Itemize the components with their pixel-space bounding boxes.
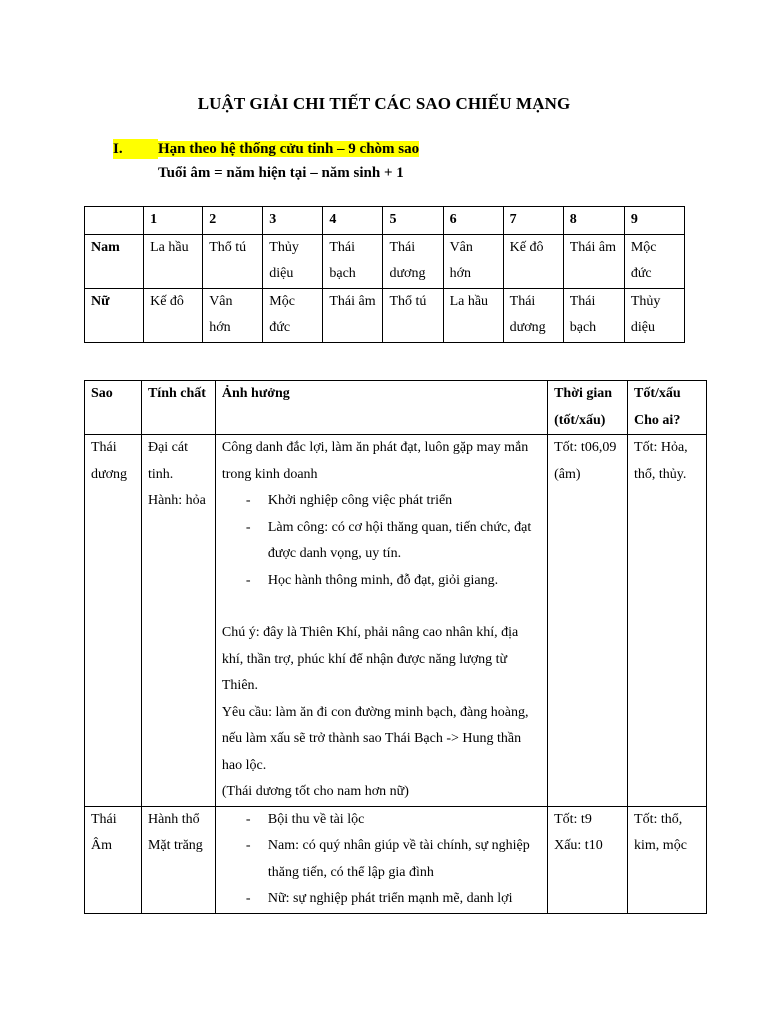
table-cell: Thổ tú [383, 288, 443, 342]
row-label: Nam [85, 234, 144, 288]
table-cell: Thổ tú [203, 234, 263, 288]
table-cell: Thái âm [323, 288, 383, 342]
section-title: Hạn theo hệ thống cửu tinh – 9 chòm sao [158, 141, 420, 157]
nature-line: Mặt trăng [147, 838, 203, 853]
column-header: 9 [624, 207, 684, 235]
table-cell: Kế đô [503, 234, 563, 288]
column-header: 5 [383, 207, 443, 235]
table-cell: Thái dương [383, 234, 443, 288]
star-cycle-table [84, 206, 685, 343]
table-row-thai-am [85, 806, 707, 913]
influence-intro: Công danh đắc lợi, làm ăn phát đạt, luôn gặp may mắn trong kinh doanh [221, 440, 529, 482]
table-row-nam [85, 234, 685, 288]
table-row-nu [85, 288, 685, 342]
table-cell: La hầu [443, 288, 503, 342]
timing-line: Tốt: t9 [554, 811, 592, 827]
column-header: 7 [503, 207, 563, 235]
row-label: Nữ [85, 288, 144, 342]
table-cell [85, 207, 144, 235]
column-header: Thời gian (tốt/xấu) [548, 381, 628, 435]
influence-note: (Thái dương tốt cho nam hơn nữ) [221, 784, 409, 799]
section-heading [113, 139, 419, 159]
list-item: - Học hành thông minh, đỗ đạt, giỏi giang. [222, 568, 541, 595]
table-cell: La hầu [144, 234, 203, 288]
star-influence [215, 806, 547, 913]
column-header: Ảnh hưởng [215, 381, 547, 435]
star-good-for: Tốt: Hỏa, thổ, thủy. [628, 435, 707, 807]
star-name: Thái Âm [85, 806, 142, 913]
list-item: - Nam: có quý nhân giúp về tài chính, sự nghiệp thăng tiến, có thể lập gia đình [222, 833, 541, 886]
star-detail-table [84, 380, 707, 914]
star-timing: Tốt: t06,09 (âm) [548, 435, 628, 807]
influence-note: Yêu cầu: làm ăn đi con đường minh bạch, đàng hoàng, nếu làm xấu sẽ trở thành sao Thái Bạch -> Hung thần hao lộc. [221, 704, 529, 773]
age-formula: Tuổi âm = năm hiện tại – năm sinh + 1 [158, 165, 404, 181]
table-cell: Kế đô [144, 288, 203, 342]
table-cell: Thái bạch [563, 288, 624, 342]
spacer [222, 594, 541, 620]
nature-line: Hành thổ [147, 811, 200, 827]
table-cell: Thủy diệu [624, 288, 684, 342]
column-header: 6 [443, 207, 503, 235]
column-header: 3 [263, 207, 323, 235]
influence-note: Chú ý: đây là Thiên Khí, phải nâng cao nhân khí, địa khí, thần trợ, phúc khí để nhận được năng lượng từ Thiên. [221, 625, 519, 693]
list-item: - Khởi nghiệp công việc phát triển [222, 488, 541, 515]
section-number: I. [113, 139, 158, 159]
star-timing [548, 806, 628, 913]
column-header: 1 [144, 207, 203, 235]
table-cell: Vân hớn [443, 234, 503, 288]
star-influence [215, 435, 547, 807]
star-nature [141, 806, 215, 913]
list-item: - Bội thu về tài lộc [222, 807, 541, 834]
table-cell: Thái dương [503, 288, 563, 342]
table-cell: Thủy diệu [263, 234, 323, 288]
star-nature [141, 435, 215, 807]
nature-line: Đại cát tinh. [147, 440, 188, 482]
column-header: Tính chất [141, 381, 215, 435]
influence-list [222, 807, 541, 913]
table-cell: Vân hớn [203, 288, 263, 342]
table-header-row [85, 207, 685, 235]
table-cell: Thái bạch [323, 234, 383, 288]
table-cell: Thái âm [563, 234, 624, 288]
star-good-for: Tốt: thổ, kim, mộc [628, 806, 707, 913]
influence-list [222, 488, 541, 594]
timing-line: Xấu: t10 [554, 838, 603, 853]
table-row-thai-duong [85, 435, 707, 807]
document-title: LUẬT GIẢI CHI TIẾT CÁC SAO CHIẾU MẠNG [197, 94, 571, 113]
column-header: 2 [203, 207, 263, 235]
table-cell: Mộc đức [624, 234, 684, 288]
column-header: Sao [85, 381, 142, 435]
table-header-row [85, 381, 707, 435]
table-cell: Mộc đức [263, 288, 323, 342]
column-header: Tốt/xấu Cho ai? [628, 381, 707, 435]
list-item: - Nữ: sự nghiệp phát triển mạnh mẽ, danh lợi [222, 886, 541, 913]
column-header: 8 [563, 207, 624, 235]
column-header: 4 [323, 207, 383, 235]
nature-line: Hành: hỏa [147, 493, 206, 508]
star-name: Thái dương [85, 435, 142, 807]
list-item: - Làm công: có cơ hội thăng quan, tiến chức, đạt được danh vọng, uy tín. [222, 515, 541, 568]
